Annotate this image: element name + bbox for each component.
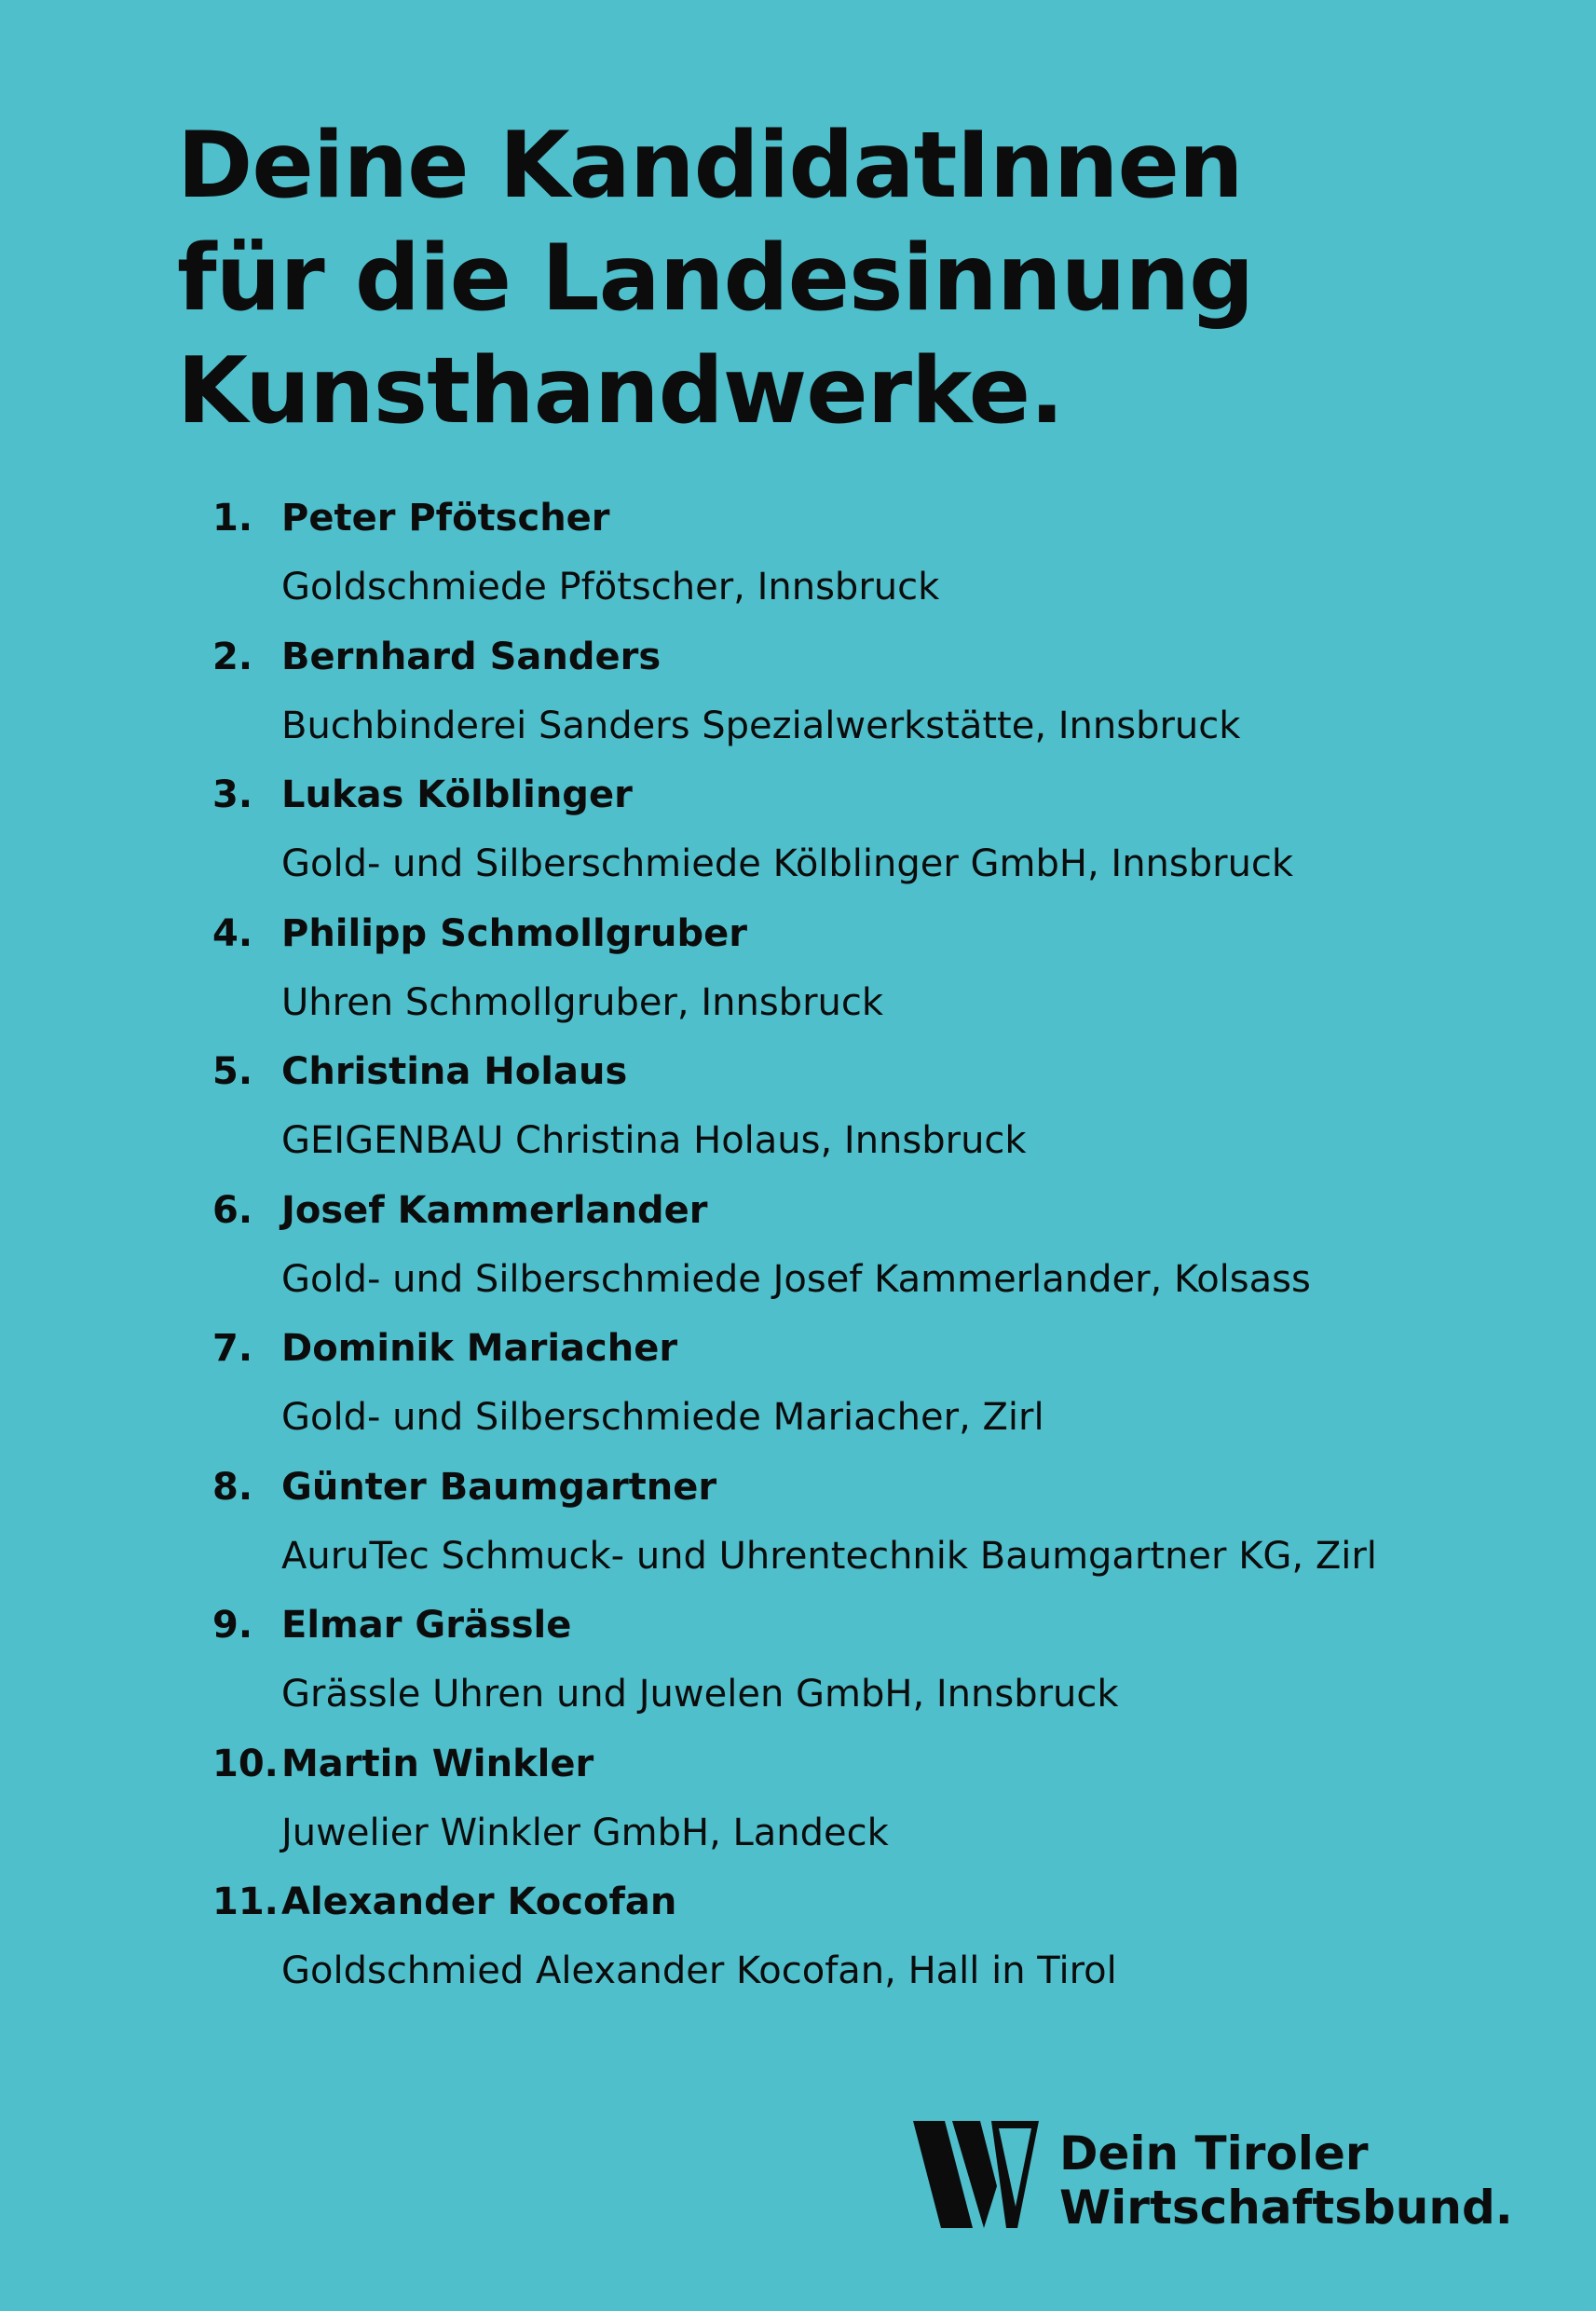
page-title (177, 110, 1253, 448)
brand-line-1: Dein Tiroler (1059, 2126, 1369, 2181)
candidate-name: Bernhard Sanders (281, 635, 662, 678)
candidate-company: Buchbinderei Sanders Spezialwerkstätte, Innsbruck (281, 704, 1241, 747)
candidate-number: 9. (212, 1604, 253, 1647)
candidate-company: Grässle Uhren und Juwelen GmbH, Innsbruck (281, 1673, 1119, 1716)
w-logo-icon (913, 2121, 1039, 2228)
candidate-number: 2. (212, 635, 253, 678)
candidate-company: Gold- und Silberschmiede Kölblinger GmbH, Innsbruck (281, 842, 1294, 885)
candidate-company: GEIGENBAU Christina Holaus, Innsbruck (281, 1119, 1027, 1162)
candidate-name: Lukas Kölblinger (281, 773, 633, 816)
candidate-number: 6. (212, 1188, 253, 1232)
candidate-company: Gold- und Silberschmiede Mariacher, Zirl (281, 1396, 1044, 1439)
candidate-name: Philipp Schmollgruber (281, 911, 748, 955)
candidate-company: Goldschmied Alexander Kocofan, Hall in Tirol (281, 1949, 1117, 1992)
candidate-number: 3. (212, 773, 253, 816)
candidate-name: Alexander Kocofan (281, 1880, 677, 1923)
candidate-company: Uhren Schmollgruber, Innsbruck (281, 980, 884, 1024)
title-line-3: Kunsthandwerke. (177, 338, 1064, 444)
candidate-name: Josef Kammerlander (281, 1188, 708, 1232)
candidate-name: Peter Pfötscher (281, 497, 610, 540)
candidate-company: Goldschmiede Pfötscher, Innsbruck (281, 566, 940, 609)
candidate-name: Martin Winkler (281, 1742, 594, 1785)
brand-wordmark (1059, 2126, 1513, 2235)
candidate-number: 7. (212, 1327, 253, 1370)
candidate-company: Gold- und Silberschmiede Josef Kammerlander, Kolsass (281, 1257, 1311, 1301)
candidate-number: 4. (212, 911, 253, 955)
candidate-name: Dominik Mariacher (281, 1327, 678, 1370)
candidate-name: Günter Baumgartner (281, 1465, 717, 1509)
candidate-number: 8. (212, 1465, 253, 1509)
brand-line-2: Wirtschaftsbund. (1059, 2181, 1513, 2235)
candidate-name: Christina Holaus (281, 1050, 628, 1093)
candidate-name: Elmar Grässle (281, 1604, 572, 1647)
candidate-company: Juwelier Winkler GmbH, Landeck (281, 1811, 889, 1854)
title-line-2: für die Landesinnung (177, 226, 1254, 332)
candidate-number: 5. (212, 1050, 253, 1093)
candidate-company: AuruTec Schmuck- und Uhrentechnik Baumgartner KG, Zirl (281, 1534, 1377, 1578)
candidate-number: 1. (212, 497, 253, 540)
title-line-1: Deine KandidatInnen (177, 113, 1243, 219)
candidate-number: 11. (212, 1880, 279, 1923)
candidate-number: 10. (212, 1742, 279, 1785)
